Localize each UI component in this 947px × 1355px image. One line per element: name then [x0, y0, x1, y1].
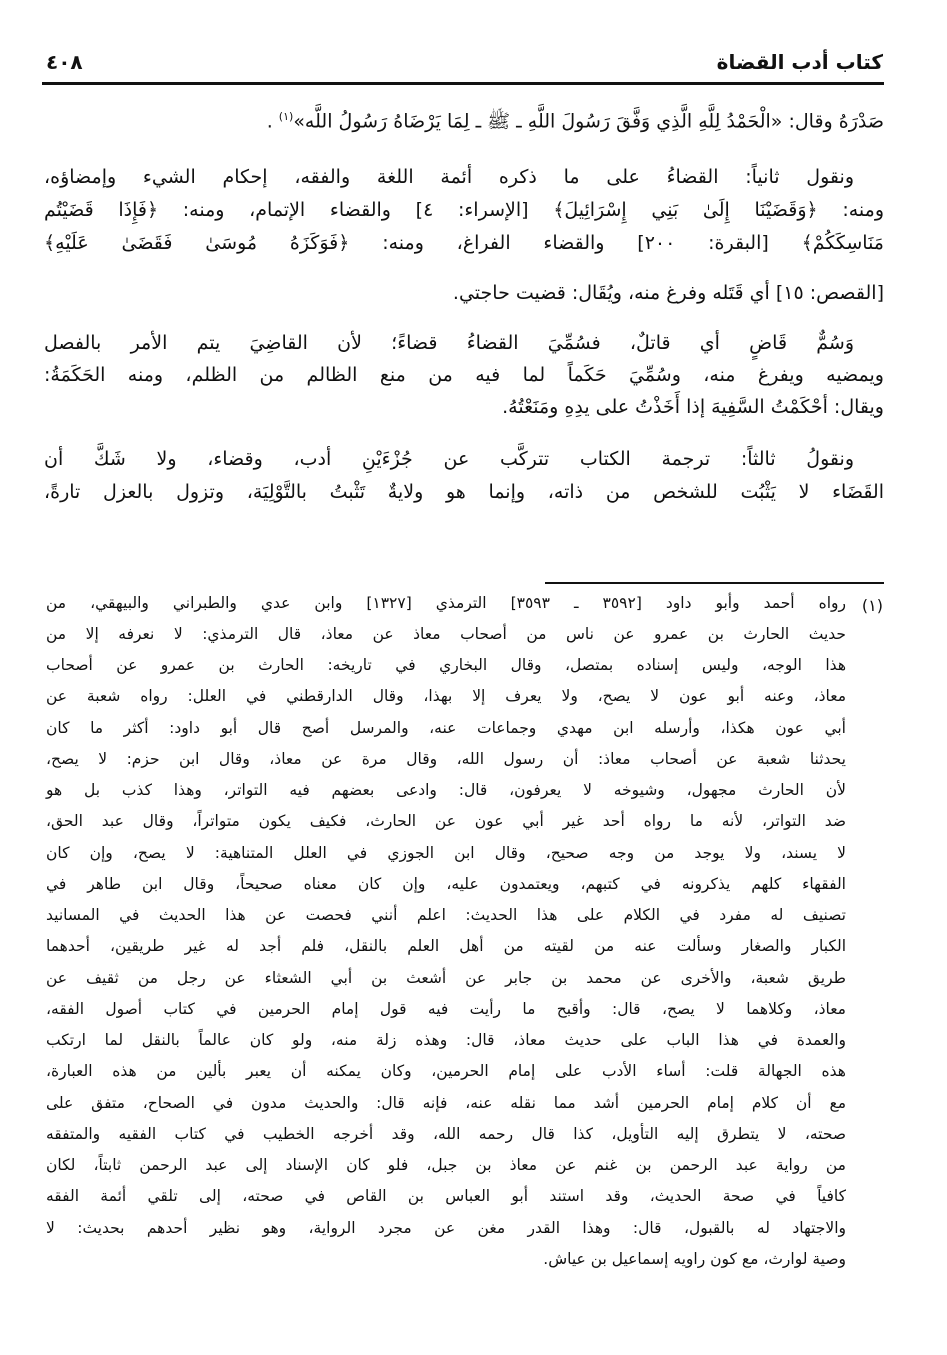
- text-line: ونقولُ ثالثاً: ترجمة الكتاب تتركَّب عن جُزْءَيْنِ أدب، وقضاء، ولا شَكَّ أن: [44, 448, 854, 470]
- text-line: وَسُمٌّ قَاضٍ أي قاتلٌ، فسُمِّيَ القضاءُ قضاءً؛ لأن القاضِيَ يتم الأمر بالفصل: [44, 332, 854, 354]
- text-line: ومنه: ﴿وَقَضَيْنَا إِلَىٰ بَنِي إِسْرَائِيلَ﴾ [الإسراء: ٤] والقضاء الإتمام، ومنه: ﴿فَإِذَا قَضَيْتُم: [44, 199, 884, 221]
- footnote-separator: [545, 582, 884, 584]
- footnote-line: مع أن كلام إمام الحرمين أشد مما نقله عنه، فإنه قال: والحديث مدون في الصحاح، متفق على: [46, 1094, 846, 1112]
- footnote-line: رواه أحمد وأبو داود [٣٥٩٢ ـ ٣٥٩٣] الترمذي [١٣٢٧] وابن عدي والطبراني والبيهقي، من: [46, 594, 846, 612]
- footnote-reference[interactable]: (١): [278, 110, 294, 123]
- footnote-line: لا يسند، ولا يوجد من وجه صحيح، وقال ابن الجوزي في العلل المتناهية: لا يصح، وإن كان: [46, 844, 846, 862]
- footnote-line: حديث الحارث بن عمرو عن ناس من أصحاب معاذ عن معاذ، قال الترمذي: لا نعرفه إلا من: [46, 625, 846, 643]
- footnote-line: كافياً في صحة الحديث، وقد استند أبو العباس بن القاص في صحته، إلى تلقي أئمة الفقه: [46, 1187, 846, 1205]
- text-line: [44, 110, 884, 133]
- footnote-line: معاذ، وكلاهما لا يصح، قال: وأقبح ما رأيت فيه قول إمام الحرمين في كتاب أصول الفقه،: [46, 1000, 846, 1018]
- footnote-line: ضد التواتر، لأنه ما رواه أحد غير أبي عون عن الحارث، فكيف يكون متواتراً، وقال عبد الحق،: [46, 812, 846, 830]
- footnote-line: الكبار والصغار وسألت عنه من لقيته من أهل العلم بالنقل، فلم أجد له غير طريقين، أحدهما: [46, 937, 846, 955]
- footnote-line: طريق شعبة، والأخرى عن محمد بن جابر عن أشعث بن أبي الشعثاء عن رجل من ثقيف عن: [46, 969, 846, 987]
- text-line: القَضَاء لا يَثْبُت للشخص من ذاته، وإنما هو ولايةٌ تَثْبتُ بالتَّوْلِيَة، وتزول بالعزل تارةً،: [44, 481, 884, 503]
- footnote-line: تصنيف له مفرد في الكلام على هذا الحديث: اعلم أنني فحصت عن هذا الحديث في المسانيد: [46, 906, 846, 924]
- running-title: كتاب أدب القضاة: [716, 50, 883, 74]
- text-line: مَنَاسِكَكُمْ﴾ [البقرة: ٢٠٠] والقضاء الفراغ، ومنه: ﴿فَوَكَزَهُ مُوسَىٰ فَقَضَىٰ عَلَيْهِ﴾: [44, 232, 884, 254]
- footnote-line: يحدثنا شعبة عن أصحاب معاذ: أن رسول الله، وقال مرة عن معاذ، وقال ابن حزم: لا يصح،: [46, 750, 846, 768]
- footnote-line: والاجتهاد له بالقبول، قال: وهذا القدر مغن عن مجرد الرواية، وهو نظير أحدهم بحديث: لا: [46, 1219, 846, 1237]
- footnote-line: وصية لوارث، مع كون راويه إسماعيل بن عياش.: [543, 1250, 846, 1268]
- text-line: ونقول ثانياً: القضاءُ على ما ذكره أئمة اللغة والفقه، إحكام الشيء وإمضاؤه،: [44, 166, 854, 188]
- footnote-line: هذه الجهالة قلت: أساء الأدب على إمام الحرمين، وكان يمكنه أن يعبر بألين من هذه العبارة،: [46, 1062, 846, 1080]
- text-line: ويمضيه ويفرغ منه، وسُمِّيَ حَكَماً لما فيه من منع الظالم من الظلم، ومنه الحَكَمَةُ:: [44, 364, 884, 386]
- header-rule: [42, 82, 884, 85]
- footnote-marker: (١): [861, 596, 883, 615]
- footnote-line: من رواية عبد الرحمن بن غنم عن معاذ بن جبل، فلو كان الإسناد إلى عبد الرحمن ثابتاً، لكان: [46, 1156, 846, 1174]
- line-end: .: [266, 110, 273, 133]
- footnote-line: الفقهاء كلهم يذكرونه في كتبهم، ويعتمدون عليه، وإن كان معناه صحيحاً، وقال ابن طاهر في: [46, 875, 846, 893]
- footnote-line: أبي عون هكذا، وأرسله ابن مهدي وجماعات عنه، والمرسل أصح قال أبو داود: أكثر ما كان: [46, 719, 846, 737]
- line-text: صَدْرَهُ وقال: «الْحَمْدُ لِلَّهِ الَّذِي وَفَّقَ رَسُولَ اللَّهِ ـ ﷺ ـ لِمَا يَرْضَاهُ رَسُولُ اللَّه»: [293, 110, 884, 133]
- footnote-line: لأن الحارث مجهول، وشيوخه لا يعرفون، قال: وادعى بعضهم فيه التواتر، وهذا كذب بل هو: [46, 781, 846, 799]
- text-line: [القصص: ١٥] أي قَتَله وفرغ منه، ويُقَال: قضيت حاجتي.: [452, 282, 884, 304]
- page-number: ٤٠٨: [46, 50, 83, 74]
- footnote-line: صحته، لا يتطرق إليه التأويل، كذا قال رحمه الله، وقد أخرجه الخطيب في كتاب الفقيه والمتفقه: [46, 1125, 846, 1143]
- text-line: ويقال: أحْكَمْتُ السَّفِيهَ إذا أَخَذْتُ على يدِهِ ومَنَعْتُهُ.: [502, 396, 884, 418]
- footnote-line: والعمدة في هذا الباب على حديث معاذ، قال: وهذه زلة منه، ولو كان عالماً بالنقل لما ارتكب: [46, 1031, 846, 1049]
- footnote-line: هذا الوجه، وليس إسناده بمتصل، وقال البخاري في تاريخه: الحارث بن عمرو عن أصحاب: [46, 656, 846, 674]
- footnote-line: معاذ، وعنه أبو عون لا يصح، ولا يعرف إلا بهذا، وقال الدارقطني في العلل: رواه شعبة عن: [46, 687, 846, 705]
